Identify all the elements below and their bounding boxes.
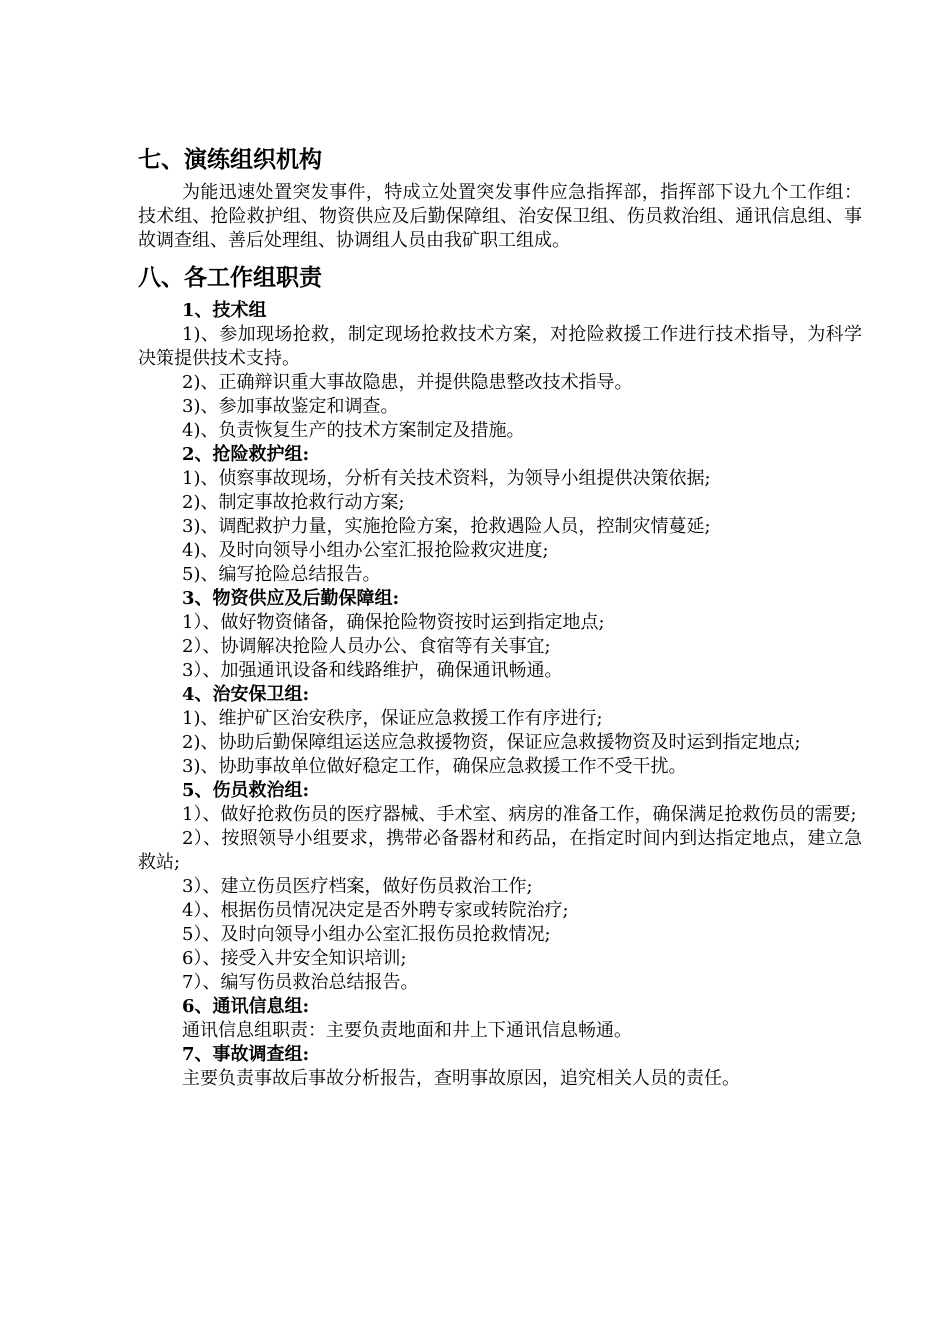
- list-item: 5）、及时向领导小组办公室汇报伤员抢救情况;: [182, 924, 551, 945]
- group-2: [138, 443, 862, 587]
- group-title: 3、物资供应及后勤保障组:: [182, 588, 400, 609]
- group-title: 2、抢险救护组:: [182, 444, 310, 465]
- list-item: 4)、及时向领导小组办公室汇报抢险救灾进度;: [182, 540, 549, 561]
- list-item: 3）、建立伤员医疗档案，做好伤员救治工作;: [182, 876, 533, 897]
- list-item: 2)、制定事故抢救行动方案;: [182, 492, 405, 513]
- list-item: 2）、协调解决抢险人员办公、食宿等有关事宜;: [182, 636, 551, 657]
- list-item: 4)、负责恢复生产的技术方案制定及措施。: [182, 420, 525, 441]
- list-item: 2)、协助后勤保障组运送应急救援物资，保证应急救援物资及时运到指定地点;: [182, 732, 801, 753]
- group-3: [138, 587, 862, 683]
- list-item: 2)、正确辩识重大事故隐患，并提供隐患整改技术指导。: [182, 372, 633, 393]
- list-item: 主要负责事故后事故分析报告，查明事故原因，追究相关人员的责任。: [182, 1068, 740, 1089]
- list-item: 7）、编写伤员救治总结报告。: [182, 972, 419, 993]
- list-item: 通讯信息组职责：主要负责地面和井上下通讯信息畅通。: [182, 1020, 632, 1041]
- list-item: 5)、编写抢险总结报告。: [182, 564, 381, 585]
- group-7: [138, 1043, 862, 1091]
- group-title: 1、技术组: [182, 300, 267, 321]
- list-item: 4）、根据伤员情况决定是否外聘专家或转院治疗;: [182, 900, 569, 921]
- list-item: 1)、侦察事故现场，分析有关技术资料，为领导小组提供决策依据;: [182, 468, 711, 489]
- section-7-paragraph: 为能迅速处置突发事件，特成立处置突发事件应急指挥部，指挥部下设九个工作组：技术组、抢险救护组、物资供应及后勤保障组、治安保卫组、伤员救治组、通讯信息组、事故调查组、善后处理组、协调组人员由我矿职工组成。: [138, 182, 862, 251]
- group-title: 7、事故调查组:: [182, 1044, 310, 1065]
- list-item: 1)、参加现场抢救，制定现场抢救技术方案，对抢险救援工作进行技术指导，为科学决策提供技术支持。: [138, 324, 862, 369]
- list-item: 3)、参加事故鉴定和调查。: [182, 396, 399, 417]
- group-title: 6、通讯信息组:: [182, 996, 310, 1017]
- section-8-title: 八、各工作组职责: [138, 265, 322, 291]
- list-item: 1）、做好物资储备，确保抢险物资按时运到指定地点;: [182, 612, 605, 633]
- group-title: 5、伤员救治组:: [182, 780, 310, 801]
- group-1: [138, 299, 862, 443]
- document-page: [138, 143, 862, 1091]
- list-item: 6）、接受入井安全知识培训;: [182, 948, 407, 969]
- list-item: 2）、按照领导小组要求，携带必备器材和药品，在指定时间内到达指定地点，建立急救站;: [138, 828, 862, 873]
- list-item: 1）、做好抢救伤员的医疗器械、手术室、病房的准备工作，确保满足抢救伤员的需要;: [182, 804, 857, 825]
- list-item: 3)、调配救护力量，实施抢险方案，抢救遇险人员，控制灾情蔓延;: [182, 516, 711, 537]
- section-7-title: 七、演练组织机构: [138, 147, 322, 173]
- group-5: [138, 779, 862, 995]
- group-4: [138, 683, 862, 779]
- list-item: 3)、协助事故单位做好稳定工作，确保应急救援工作不受干扰。: [182, 756, 687, 777]
- group-6: [138, 995, 862, 1043]
- list-item: 1)、维护矿区治安秩序，保证应急救援工作有序进行;: [182, 708, 603, 729]
- list-item: 3）、加强通讯设备和线路维护，确保通讯畅通。: [182, 660, 563, 681]
- group-title: 4、治安保卫组:: [182, 684, 310, 705]
